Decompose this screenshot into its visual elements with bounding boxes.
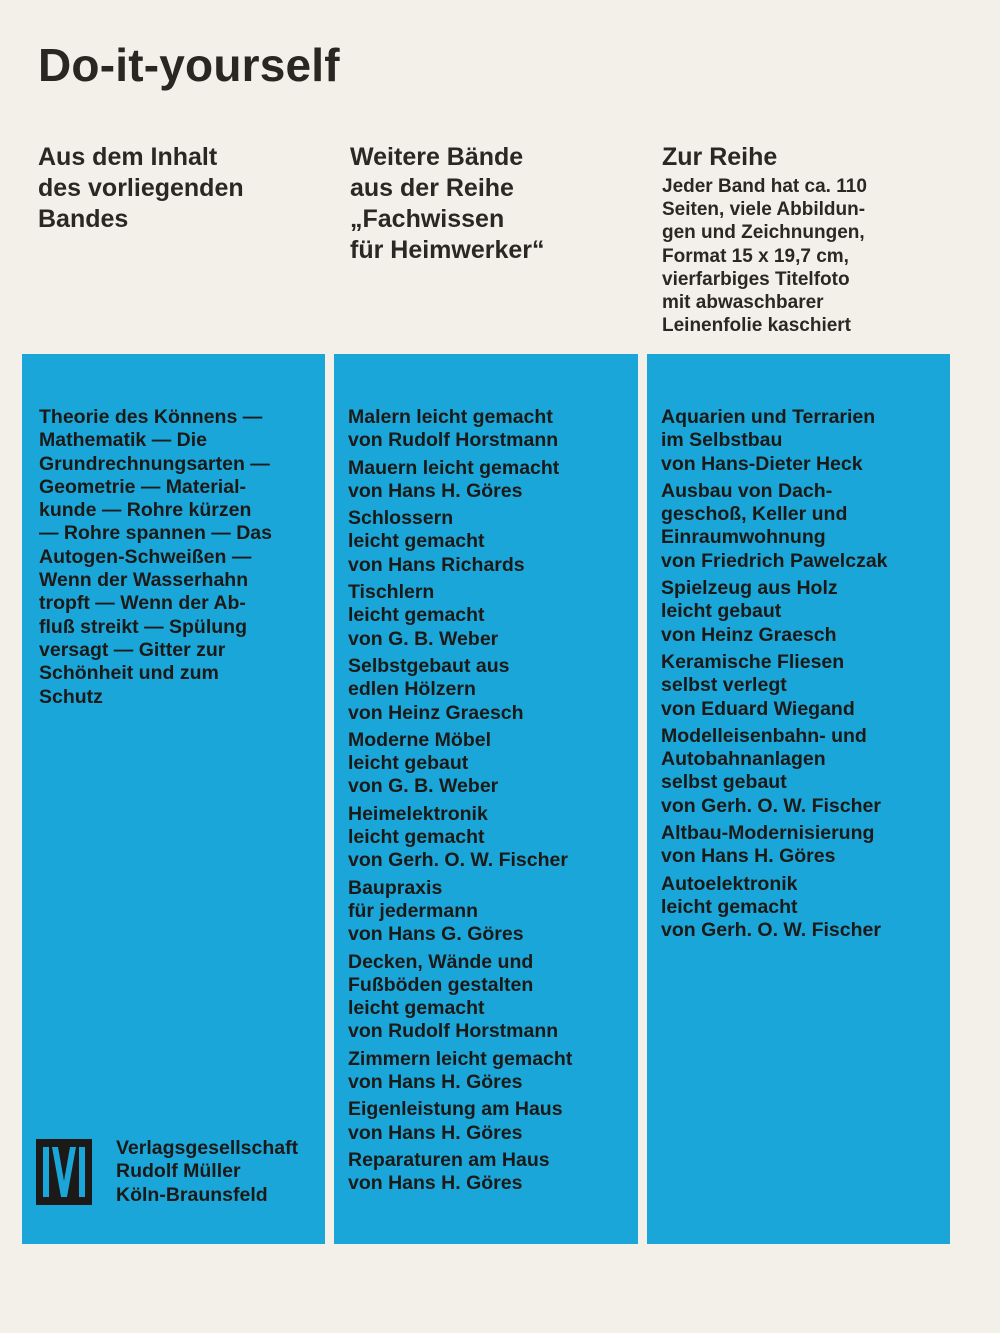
more-books-list [661,406,946,947]
book-entry: Malern leicht gemacht von Rudolf Horstmann [348,406,559,452]
more-books-panel [647,354,950,1244]
book-entry: Heimelektronik leicht gemacht von Gerh. O. W. Fischer [348,802,568,872]
book-entry: Autoelektronik leicht gemacht von Gerh. O. W. Fischer [661,872,881,942]
book-entry: Altbau-Modernisierung von Hans H. Göres [661,822,875,868]
book-entry: Eigenleistung am Haus von Hans H. Göres [348,1098,563,1144]
page-title: Do-it-yourself [38,39,340,91]
book-entry: Spielzeug aus Holz leicht gebaut von Heinz Graesch [661,577,838,646]
publisher-text: Verlagsgesellschaft Rudolf Müller Köln-Braunsfeld [116,1137,299,1206]
book-entry: Ausbau von Dach- geschoß, Keller und Einraumwohnung von Friedrich Pawelczak [661,479,888,572]
about-series-text: Jeder Band hat ca. 110 Seiten, viele Abbildun- gen und Zeichnungen, Format 15 x 19,7 cm, vierfarbiges Titelfoto mit abwaschbarer Leinenfolie kaschiert [662,176,867,337]
book-entry: Mauern leicht gemacht von Hans H. Göres [348,456,560,502]
book-entry: Decken, Wände und Fußböden gestalten leicht gemacht von Rudolf Horstmann [348,950,559,1043]
book-entry: Schlossern leicht gemacht von Hans Richards [348,507,525,576]
contents-text: Theorie des Könnens — Mathematik — Die Grundrechnungsarten — Geometrie — Material- kunde — Rohre kürzen — Rohre spannen — Das Autogen-Schweißen — Wenn der Wasserhahn tropft — Wenn der Ab- fluß streikt — Spülung versagt — Gitter zur Schönheit und zum Schutz [39,406,272,708]
book-entry: Baupraxis für jedermann von Hans G. Göres [348,876,524,946]
book-entry: Moderne Möbel leicht gebaut von G. B. Weber [348,728,499,798]
about-heading: Zur Reihe [662,143,778,171]
contents-heading: Aus dem Inhalt des vorliegenden Bandes [38,143,244,233]
contents-panel [22,354,325,1244]
book-entry: Modelleisenbahn- und Autobahnanlagen selbst gebaut von Gerh. O. W. Fischer [661,724,881,817]
book-entry: Selbstgebaut aus edlen Hölzern von Heinz Graesch [348,654,524,724]
book-entry: Zimmern leicht gemacht von Hans H. Göres [348,1047,573,1094]
book-entry: Aquarien und Terrarien im Selbstbau von Hans-Dieter Heck [661,406,876,475]
series-heading: Weitere Bände aus der Reihe „Fachwissen für Heimwerker“ [350,143,545,264]
book-entry: Reparaturen am Haus von Hans H. Göres [348,1148,550,1195]
publisher-logo-m-icon [36,1139,92,1205]
book-entry: Keramische Fliesen selbst verlegt von Eduard Wiegand [661,650,855,720]
series-books-panel [334,354,638,1244]
book-entry: Tischlern leicht gemacht von G. B. Weber [348,581,499,650]
series-books-list [348,406,633,1200]
publisher-block [36,1137,326,1211]
